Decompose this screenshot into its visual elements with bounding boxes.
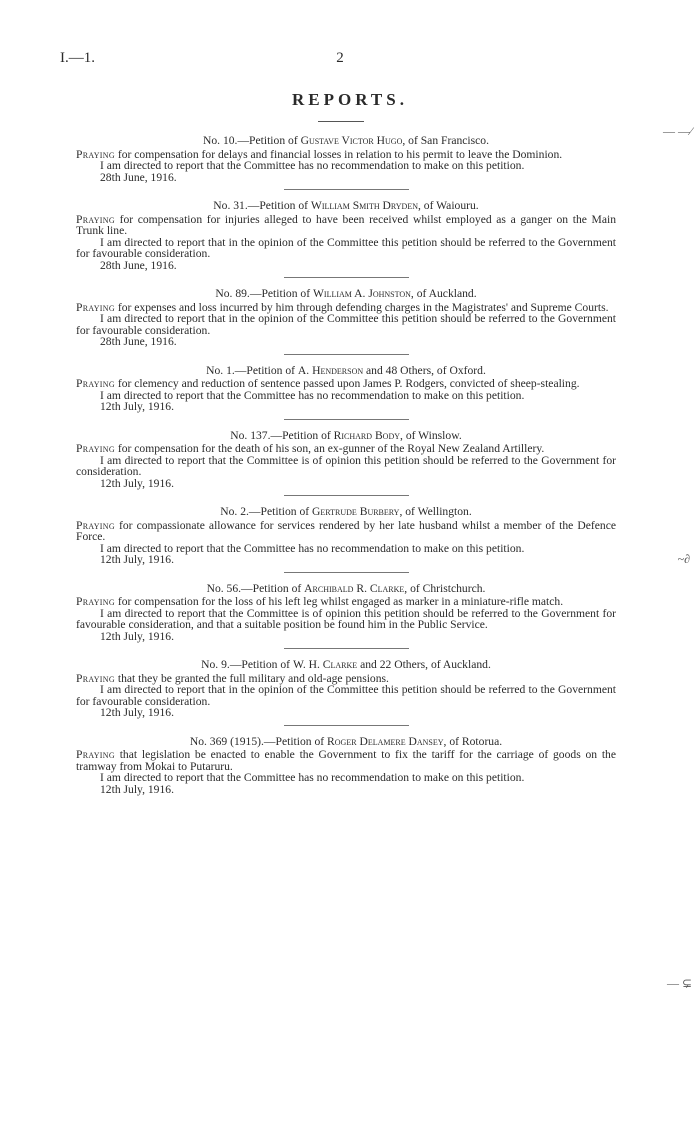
petitioner-location: Winslow (418, 428, 459, 442)
petition-heading: No. 1.—Petition of A. Henderson and 48 Others, of Oxford. (206, 363, 486, 377)
separator-rule (284, 648, 409, 649)
praying-label: Praying (76, 147, 115, 161)
praying-label: Praying (76, 518, 115, 532)
petitioner-location: Auckland (442, 658, 488, 671)
petition-number: No. 369 (1915). (189, 734, 264, 748)
report-date: 12th July, 1916. (100, 782, 174, 796)
report-date: 28th June, 1916. (100, 170, 177, 184)
petitioner-location: Auckland (428, 287, 474, 300)
petition-entry (76, 200, 616, 271)
petitioner-location: Rotorua (461, 734, 500, 748)
petitioner-suffix: and 22 Others (357, 658, 426, 671)
petitioner-name: Gustave Victor Hugo (300, 134, 403, 147)
petition-number: No. 10. (202, 134, 238, 147)
praying-text: that they be granted the full military and old-age pensions. (117, 671, 389, 685)
separator-rule (284, 354, 409, 355)
committee-report: I am directed to report that in the opinion of the Committee this petition should be referred to the Government for favourable consideration. (76, 312, 616, 337)
petitioner-name: Richard Body (333, 428, 401, 442)
committee-report: I am directed to report that the Committee has no recommendation to make on this petition. (100, 159, 525, 172)
report-date: 28th June, 1916. (100, 335, 177, 348)
committee-report: I am directed to report that the Committee has no recommendation to make on this petition. (100, 388, 525, 402)
petitioner-location: Christchurch (422, 581, 483, 595)
praying-text: for compensation for delays and financial losses in relation to his permit to leave the Dominion. (117, 147, 563, 161)
petitioner-location: Wellington (417, 505, 469, 518)
praying-paragraph (76, 443, 616, 455)
report-date: 12th July, 1916. (100, 476, 174, 490)
praying-label: Praying (76, 442, 115, 455)
committee-report: I am directed to report that the Committee is of opinion this petition should be referred to the Government for consideration. (76, 453, 616, 478)
petitioner-name: Roger Delamere Dansey (327, 734, 444, 748)
document-reference: I.—1. (60, 50, 95, 66)
petition-number: No. 56. (206, 581, 242, 595)
petitioner-name: A. Henderson (297, 363, 364, 377)
petition-number: No. 89. (215, 287, 250, 300)
petition-entry (76, 365, 616, 413)
margin-mark: ~∂ (677, 552, 690, 566)
petition-heading: No. 31.—Petition of William Smith Dryden, of Waiouru. (213, 199, 479, 212)
praying-label: Praying (76, 377, 115, 390)
petition-heading: No. 137.—Petition of Richard Body, of Winslow. (230, 428, 462, 442)
committee-report: I am directed to report that in the opinion of the Committee this petition should be referred to the Government for favourable consideration. (76, 683, 616, 708)
petition-entry (76, 430, 616, 490)
committee-report: I am directed to report that the Committee is of opinion this petition should be referred to the Government for favourable consideration, and that a suitable position be found him in the Public Service. (76, 606, 616, 631)
report-date: 12th July, 1916. (100, 629, 174, 643)
petitioner-location: San Francisco (420, 134, 487, 147)
committee-report: I am directed to report that the Committee has no recommendation to make on this petition. (100, 541, 525, 555)
petition-entry (76, 506, 616, 566)
petition-heading: No. 2.—Petition of Gertrude Burbery, of Wellington. (220, 505, 472, 518)
report-date: 12th July, 1916. (100, 706, 174, 719)
praying-text: that legislation be enacted to enable the Government to fix the tariff for the carriage of goods on the tramway from Mokai to Putaruru. (76, 748, 616, 773)
petitioner-location: Oxford (449, 363, 483, 377)
praying-text: for compensation for injuries alleged to have been received whilst employed as a ganger on the Main Trunk line. (76, 212, 616, 237)
separator-rule (284, 495, 409, 496)
petition-entry (76, 736, 616, 796)
committee-report: I am directed to report that in the opinion of the Committee this petition should be referred to the Government for favourable consideration. (76, 235, 616, 260)
praying-text: for compensation for the loss of his left leg whilst engaged as marker in a miniature-rifle match. (117, 595, 564, 608)
petitioner-name: Archibald R. Clarke (304, 581, 405, 595)
praying-paragraph (76, 596, 616, 608)
petitioner-suffix: and 48 Others (363, 363, 432, 377)
praying-label: Praying (76, 748, 115, 761)
praying-text: for expenses and loss incurred by him through defending charges in the Magistrates' and Supreme Courts. (117, 300, 609, 314)
petitioner-name: Gertrude Burbery (312, 505, 400, 518)
petition-heading: No. 10.—Petition of Gustave Victor Hugo, of San Francisco. (202, 134, 489, 147)
praying-paragraph (76, 214, 616, 237)
petitioner-name: William Smith Dryden (310, 199, 418, 212)
page-header (60, 50, 620, 72)
page-title: REPORTS. (292, 90, 408, 109)
praying-paragraph (76, 749, 616, 772)
praying-paragraph (76, 520, 616, 543)
petition-entry (76, 659, 616, 719)
petition-number: No. 9. (201, 658, 230, 671)
praying-text: for clemency and reduction of sentence passed upon James P. Rodgers, convicted of sheep-stealing. (117, 377, 580, 390)
petitions-list (76, 135, 616, 795)
margin-mark: — —⁄ (662, 124, 692, 138)
petitioner-name: W. H. Clarke (292, 658, 358, 671)
petition-entry (76, 288, 616, 348)
report-date: 12th July, 1916. (100, 553, 174, 566)
praying-text: for compensation for the death of his son, an ex-gunner of the Royal New Zealand Artillery. (117, 442, 545, 455)
petitioner-location: Waiouru (436, 199, 476, 212)
title-rule (318, 121, 364, 122)
petitioner-name: William A. Johnston (312, 287, 411, 300)
praying-label: Praying (76, 300, 115, 314)
report-date: 12th July, 1916. (100, 400, 174, 413)
praying-label: Praying (76, 671, 115, 685)
petition-number: No. 31. (213, 199, 248, 212)
petition-number: No. 1. (206, 363, 235, 377)
petition-heading: No. 89.—Petition of William A. Johnston, of Auckland. (215, 287, 477, 300)
separator-rule (284, 277, 409, 278)
petition-number: No. 2. (220, 505, 249, 518)
margin-mark: — ⊊ (666, 976, 692, 990)
petition-entry (76, 583, 616, 643)
committee-report: I am directed to report that the Committee has no recommendation to make on this petition. (100, 771, 525, 784)
petition-number: No. 137. (230, 428, 271, 442)
separator-rule (284, 189, 409, 190)
report-date: 28th June, 1916. (100, 258, 177, 272)
praying-label: Praying (76, 212, 115, 226)
separator-rule (284, 572, 409, 573)
petition-heading: No. 56.—Petition of Archibald R. Clarke, of Christchurch. (206, 581, 486, 595)
praying-label: Praying (76, 595, 115, 608)
separator-rule (284, 419, 409, 420)
petition-heading: No. 9.—Petition of W. H. Clarke and 22 Others, of Auckland. (201, 658, 491, 671)
petition-entry (76, 135, 616, 183)
page-number: 2 (336, 50, 344, 66)
praying-paragraph (76, 378, 616, 390)
separator-rule (284, 725, 409, 726)
praying-text: for compassionate allowance for services rendered by her late husband whilst a member of the Defence Force. (76, 518, 616, 543)
petition-heading: No. 369 (1915).—Petition of Roger Delamere Dansey, of Rotorua. (189, 734, 503, 748)
